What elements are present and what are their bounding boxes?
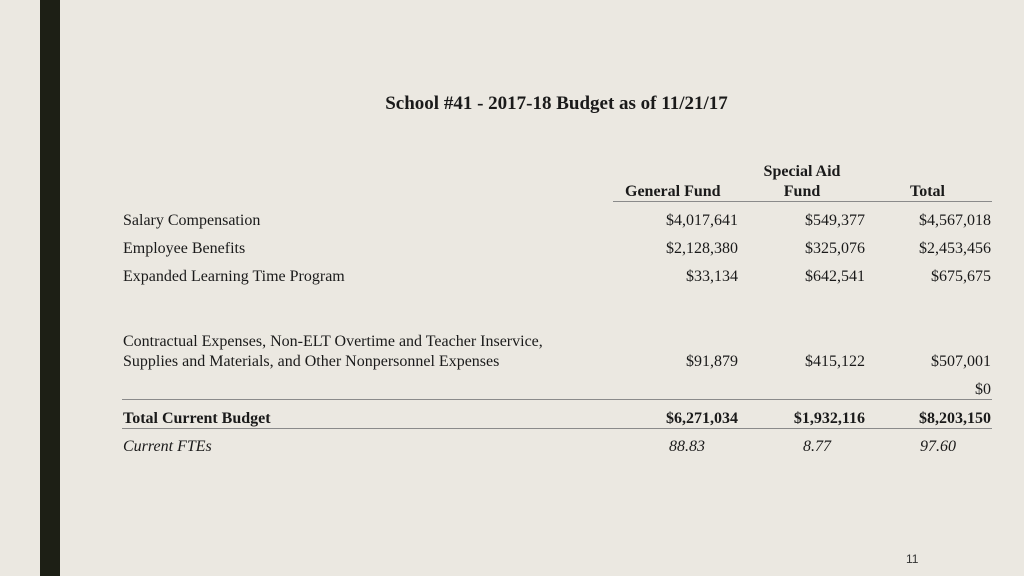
header-special-aid-line2: Fund — [783, 183, 821, 200]
row-label: Expanded Learning Time Program — [123, 268, 345, 285]
row-label-line2: Supplies and Materials, and Other Nonpersonnel Expenses — [123, 353, 500, 370]
row-general-value: $91,879 — [686, 353, 738, 370]
row-general-value: $33,134 — [686, 268, 738, 285]
total-bottom-divider — [122, 428, 992, 429]
page-number: 11 — [906, 552, 919, 566]
fte-general-value: 88.83 — [669, 438, 705, 455]
row-label: Salary Compensation — [123, 212, 261, 229]
total-special-value: $1,932,116 — [793, 410, 865, 427]
row-total-value: $4,567,018 — [919, 212, 991, 229]
row-total-value: $2,453,456 — [919, 240, 991, 257]
row-label-line1: Contractual Expenses, Non-ELT Overtime and Teacher Inservice, — [123, 333, 543, 350]
row-general-value: $4,017,641 — [666, 212, 738, 229]
total-top-divider — [122, 399, 992, 400]
header-total: Total — [910, 183, 945, 200]
total-general-value: $6,271,034 — [666, 410, 738, 427]
row-total-value: $507,001 — [931, 353, 991, 370]
row-special-value: $415,122 — [805, 353, 865, 370]
header-divider — [613, 201, 992, 202]
row-special-value: $549,377 — [805, 212, 865, 229]
left-accent-bar — [40, 0, 60, 576]
page-title: School #41 - 2017-18 Budget as of 11/21/17 — [385, 93, 728, 114]
fte-total-value: 97.60 — [920, 438, 956, 455]
total-row-label: Total Current Budget — [123, 410, 271, 427]
extra-total-value: $0 — [975, 381, 991, 398]
fte-row-label: Current FTEs — [123, 438, 212, 455]
header-special-aid-line1: Special Aid — [763, 163, 841, 180]
row-total-value: $675,675 — [931, 268, 991, 285]
header-general-fund: General Fund — [625, 183, 721, 200]
fte-special-value: 8.77 — [803, 438, 831, 455]
total-total-value: $8,203,150 — [919, 410, 991, 427]
row-special-value: $642,541 — [805, 268, 865, 285]
row-general-value: $2,128,380 — [666, 240, 738, 257]
row-label: Employee Benefits — [123, 240, 246, 257]
row-special-value: $325,076 — [805, 240, 865, 257]
